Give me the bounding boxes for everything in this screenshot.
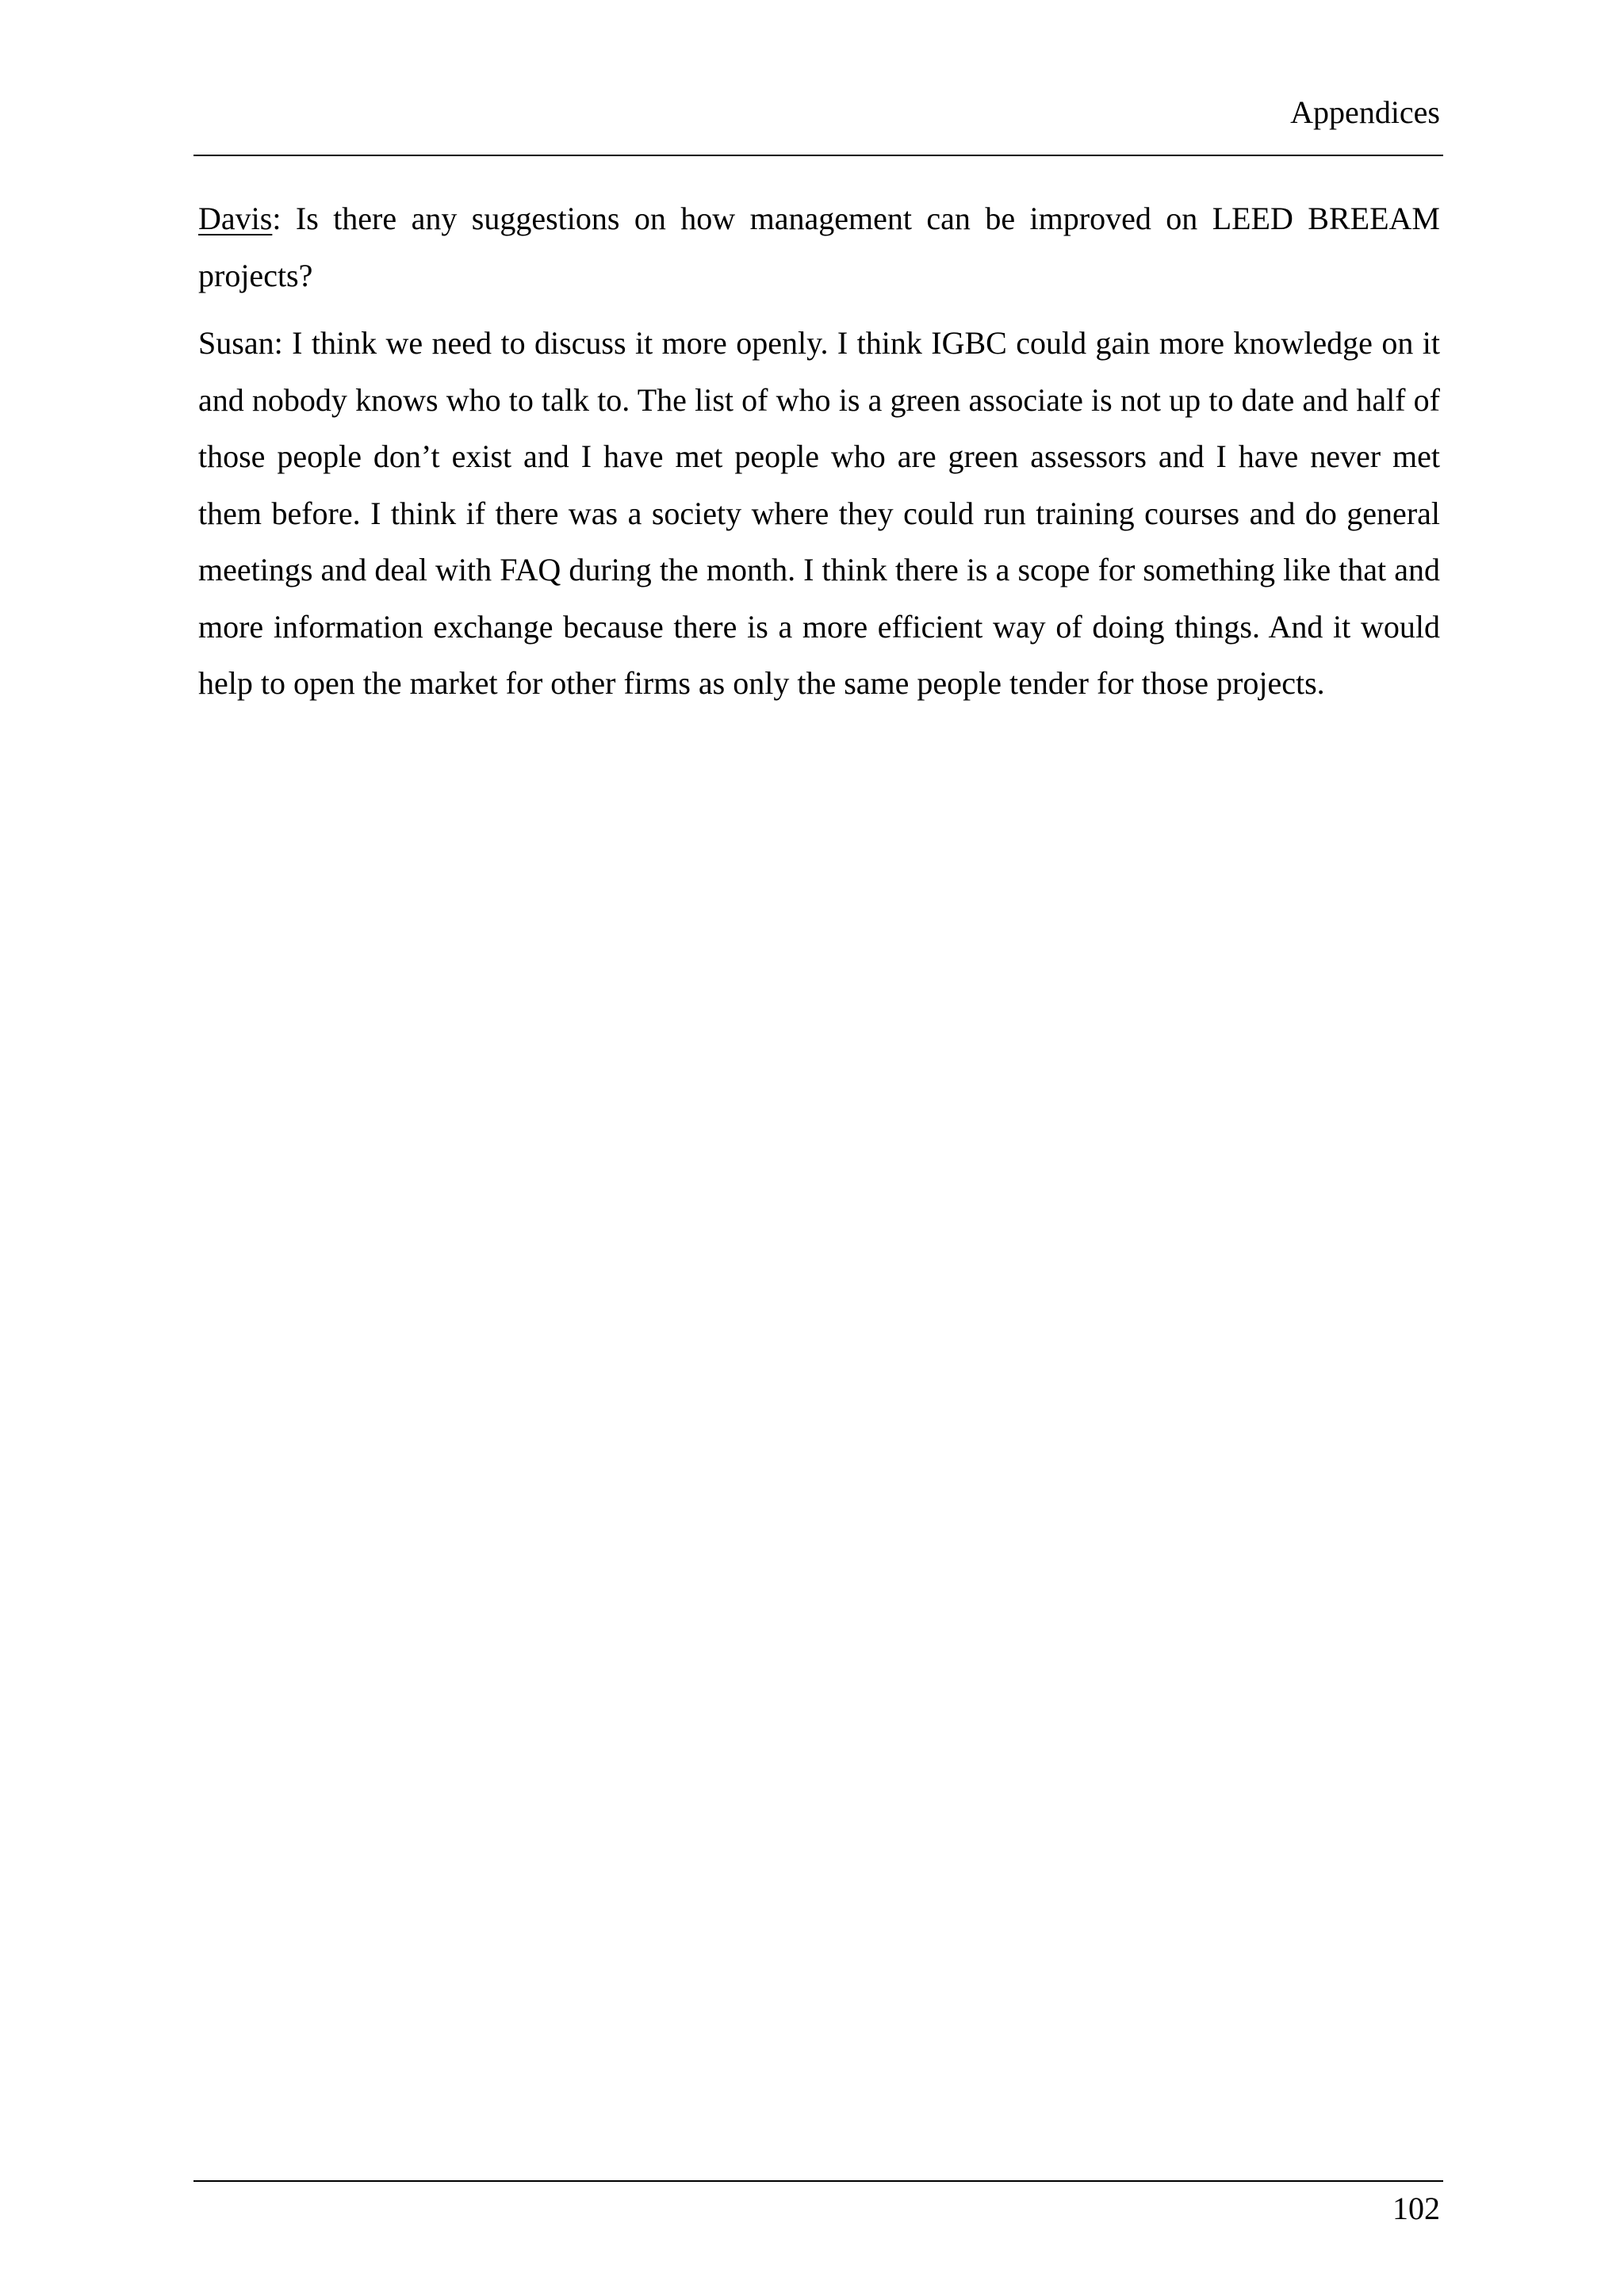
- speaker-name-davis: Davis: [198, 201, 273, 236]
- header-divider: [193, 155, 1443, 156]
- speaker-separator: :: [274, 325, 293, 361]
- speaker-separator: :: [272, 201, 296, 236]
- footer-divider: [193, 2180, 1443, 2182]
- page-body: [198, 190, 1440, 723]
- answer-paragraph: [198, 315, 1440, 712]
- speaker-name-susan: Susan: [198, 325, 274, 361]
- answer-text: I think we need to discuss it more openly. I think IGBC could gain more knowledge on it and nobody knows who to talk to. The list of who is a green associate is not up to date and half of those people don’t exist and I have met people who are green assessors and I have never met them before. I think if there was a society where they could run training courses and do general meetings and deal with FAQ during the month. I think there is a scope for something like that and more information exchange because there is a more efficient way of doing things. And it would help to open the market for other firms as only the same people tender for those projects.: [198, 325, 1440, 701]
- page-number: 102: [1392, 2191, 1440, 2226]
- question-paragraph: [198, 190, 1440, 304]
- running-header: Appendices: [1290, 94, 1440, 130]
- question-text: Is there any suggestions on how management can be improved on LEED BREEAM projects?: [198, 201, 1440, 293]
